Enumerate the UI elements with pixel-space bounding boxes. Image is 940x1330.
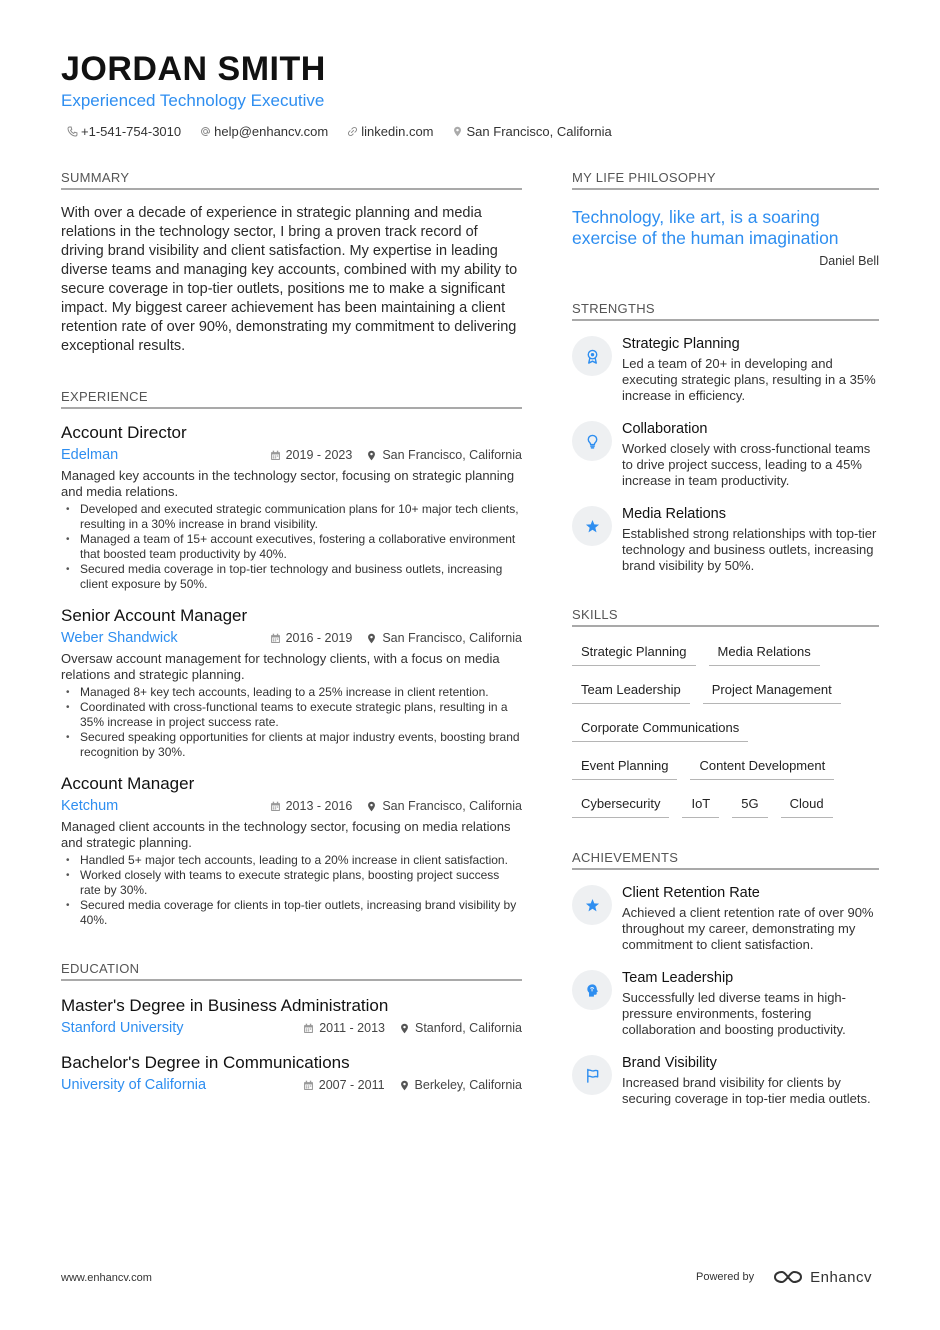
job-location-text: San Francisco, California bbox=[382, 799, 522, 813]
skills-list bbox=[572, 642, 879, 832]
achievement-title: Team Leadership bbox=[622, 970, 734, 986]
education-meta-right bbox=[289, 1021, 522, 1035]
job-meta-right bbox=[256, 799, 522, 813]
job-title: Account Manager bbox=[61, 774, 195, 793]
summary-heading: SUMMARY bbox=[61, 170, 522, 190]
skill-tag: Media Relations bbox=[709, 642, 820, 666]
skill-tag: Team Leadership bbox=[572, 680, 690, 704]
achievement-text bbox=[622, 884, 879, 953]
powered-by-label: Powered by bbox=[696, 1271, 755, 1283]
job-bullets bbox=[61, 685, 522, 760]
degree-title: Bachelor's Degree in Communications bbox=[61, 1053, 350, 1072]
school-name: University of California bbox=[61, 1077, 207, 1093]
calendar-icon bbox=[270, 633, 281, 644]
phone-icon bbox=[66, 125, 78, 139]
job-bullet: • Secured media coverage for clients in top-tier outlets, increasing brand visibility by 40%. bbox=[61, 898, 522, 928]
job-meta bbox=[61, 447, 522, 463]
job-location bbox=[366, 799, 522, 813]
philosophy-section bbox=[572, 170, 879, 268]
experience-section bbox=[61, 389, 522, 928]
star-icon bbox=[572, 506, 612, 546]
contact-email-text: help@enhancv.com bbox=[214, 124, 329, 139]
skill-tag: Project Management bbox=[703, 680, 841, 704]
job-entry bbox=[61, 422, 522, 592]
at-icon bbox=[199, 125, 211, 139]
calendar-icon bbox=[270, 450, 281, 461]
job-meta bbox=[61, 630, 522, 646]
strength-description: Worked closely with cross-functional teams to drive project success, leading to a 45% increase in team productivity. bbox=[622, 441, 871, 488]
job-bullet: • Worked closely with teams to execute strategic plans, boosting project success rate by 30%. bbox=[61, 868, 522, 898]
strength-item bbox=[572, 505, 879, 574]
achievement-text bbox=[622, 969, 879, 1038]
summary-text: With over a decade of experience in strategic planning and media relations in the technology sector, I bring a proven track record of driving brand visibility and client satisfaction. My expertise in leading diverse teams and managing key accounts, combined with my ability to secure coverage in top-tier outlets, positions me to make a significant impact. My biggest career achievement has been maintaining a client retention rate of over 90%, demonstrating my commitment to delivering exceptional results. bbox=[61, 205, 518, 354]
achievement-item bbox=[572, 884, 879, 953]
job-description: Oversaw account management for technology clients, with a focus on media relations and strategic planning. bbox=[61, 651, 500, 682]
left-column bbox=[61, 170, 522, 1093]
strengths-heading: STRENGTHS bbox=[572, 301, 879, 321]
calendar-icon bbox=[303, 1023, 314, 1034]
philosophy-quote: Technology, like art, is a soaring exercise of the human imagination bbox=[572, 207, 839, 248]
strength-description: Led a team of 20+ in developing and executing strategic plans, resulting in a 35% increase in efficiency. bbox=[622, 356, 876, 403]
location-pin-icon bbox=[399, 1080, 410, 1091]
quote-author: Daniel Bell bbox=[819, 254, 879, 268]
contact-phone-text: +1-541-754-3010 bbox=[81, 124, 182, 139]
education-location bbox=[399, 1021, 522, 1035]
experience-heading: EXPERIENCE bbox=[61, 389, 522, 409]
job-entry bbox=[61, 605, 522, 760]
skill-tag: 5G bbox=[732, 794, 767, 818]
achievement-title: Client Retention Rate bbox=[622, 885, 760, 901]
job-bullet: • Managed 8+ key tech accounts, leading to a 25% increase in client retention. bbox=[61, 685, 522, 700]
job-dates bbox=[270, 799, 353, 813]
skills-section bbox=[572, 607, 879, 832]
job-bullet: • Coordinated with cross-functional teams to execute strategic plans, resulting in a 35% increase in project success rate. bbox=[61, 700, 522, 730]
skill-tag: Cloud bbox=[781, 794, 833, 818]
strengths-section bbox=[572, 301, 879, 574]
education-dates-text: 2007 - 2011 bbox=[318, 1078, 385, 1092]
job-meta-right bbox=[256, 448, 522, 462]
contact-linkedin[interactable] bbox=[346, 124, 433, 139]
job-location bbox=[366, 631, 522, 645]
enhancv-logo-icon bbox=[772, 1268, 804, 1286]
strength-item bbox=[572, 335, 879, 404]
skill-tag: IoT bbox=[682, 794, 719, 818]
job-dates bbox=[270, 448, 353, 462]
location-pin-icon bbox=[366, 450, 377, 461]
flag-icon bbox=[572, 1055, 612, 1095]
summary-section bbox=[61, 170, 522, 356]
education-dates-text: 2011 - 2013 bbox=[319, 1021, 385, 1035]
achievement-item bbox=[572, 1054, 879, 1107]
footer-website[interactable]: www.enhancv.com bbox=[61, 1272, 152, 1284]
job-bullet: • Secured speaking opportunities for clients at major industry events, boosting brand recognition by 30%. bbox=[61, 730, 522, 760]
education-dates bbox=[303, 1021, 385, 1035]
company-name: Ketchum bbox=[61, 798, 119, 814]
achievement-title: Brand Visibility bbox=[622, 1055, 717, 1071]
award-icon bbox=[572, 336, 612, 376]
candidate-name: JORDAN SMITH bbox=[61, 50, 326, 88]
achievement-item bbox=[572, 969, 879, 1038]
education-meta bbox=[61, 1020, 522, 1036]
education-dates bbox=[303, 1078, 385, 1092]
job-bullets bbox=[61, 502, 522, 592]
calendar-icon bbox=[303, 1080, 314, 1091]
company-name: Weber Shandwick bbox=[61, 630, 178, 646]
footer-branding bbox=[696, 1268, 872, 1286]
contact-phone[interactable] bbox=[66, 124, 181, 139]
philosophy-heading: MY LIFE PHILOSOPHY bbox=[572, 170, 879, 190]
job-entry bbox=[61, 773, 522, 928]
education-location-text: Berkeley, California bbox=[414, 1078, 522, 1092]
education-location-text: Stanford, California bbox=[414, 1021, 522, 1035]
strength-title: Strategic Planning bbox=[622, 336, 740, 352]
skill-tag: Content Development bbox=[690, 756, 834, 780]
job-meta bbox=[61, 798, 522, 814]
calendar-icon bbox=[270, 801, 281, 812]
location-pin-icon bbox=[399, 1023, 410, 1034]
enhancv-logo-text: Enhancv bbox=[810, 1268, 872, 1286]
job-dates-text: 2013 - 2016 bbox=[285, 799, 353, 813]
degree-title: Master's Degree in Business Administration bbox=[61, 996, 389, 1015]
education-entry bbox=[61, 1052, 522, 1093]
strength-title: Media Relations bbox=[622, 506, 726, 522]
job-location bbox=[366, 448, 522, 462]
job-bullet: • Secured media coverage in top-tier technology and business outlets, increasing client exposure by 50%. bbox=[61, 562, 522, 592]
link-icon bbox=[346, 125, 358, 139]
skill-tag: Strategic Planning bbox=[572, 642, 696, 666]
contact-location-text: San Francisco, California bbox=[466, 124, 612, 139]
strength-description: Established strong relationships with top-tier technology and business outlets, increasing brand visibility by 50%. bbox=[622, 526, 877, 573]
job-dates-text: 2016 - 2019 bbox=[285, 631, 353, 645]
education-heading: EDUCATION bbox=[61, 961, 522, 981]
job-meta-right bbox=[256, 631, 522, 645]
job-bullet: • Handled 5+ major tech accounts, leading to a 20% increase in client satisfaction. bbox=[61, 853, 522, 868]
brain-icon bbox=[572, 970, 612, 1010]
achievement-description: Achieved a client retention rate of over 90% throughout my career, demonstrating my commitment to client satisfaction. bbox=[622, 905, 874, 952]
skill-tag: Corporate Communications bbox=[572, 718, 748, 742]
job-dates bbox=[270, 631, 353, 645]
star-icon bbox=[572, 885, 612, 925]
strength-text bbox=[622, 420, 879, 489]
contact-email[interactable] bbox=[199, 124, 328, 139]
candidate-title: Experienced Technology Executive bbox=[61, 91, 325, 110]
skill-tag: Cybersecurity bbox=[572, 794, 669, 818]
skill-tag: Event Planning bbox=[572, 756, 677, 780]
location-pin-icon bbox=[366, 801, 377, 812]
contact-bar bbox=[66, 124, 630, 139]
job-description: Managed client accounts in the technology sector, focusing on media relations and strategic planning. bbox=[61, 819, 511, 850]
strength-item bbox=[572, 420, 879, 489]
job-bullet: • Developed and executed strategic communication plans for 10+ major tech clients, resulting in a 30% increase in brand visibility. bbox=[61, 502, 522, 532]
job-bullet: • Managed a team of 15+ account executives, fostering a collaborative environment that boosted team productivity by 40%. bbox=[61, 532, 522, 562]
education-section bbox=[61, 961, 522, 1093]
achievement-text bbox=[622, 1054, 879, 1107]
job-location-text: San Francisco, California bbox=[382, 631, 522, 645]
skills-heading: SKILLS bbox=[572, 607, 879, 627]
job-bullets bbox=[61, 853, 522, 928]
school-name: Stanford University bbox=[61, 1020, 184, 1036]
lightbulb-icon bbox=[572, 421, 612, 461]
contact-location bbox=[452, 124, 612, 139]
location-pin-icon bbox=[452, 125, 464, 139]
job-title: Account Director bbox=[61, 423, 187, 442]
achievement-description: Increased brand visibility for clients by securing coverage in top-tier media outlets. bbox=[622, 1075, 871, 1106]
achievements-section bbox=[572, 850, 879, 1107]
right-column bbox=[572, 170, 879, 1107]
strength-text bbox=[622, 335, 879, 404]
company-name: Edelman bbox=[61, 447, 119, 463]
education-entry bbox=[61, 995, 522, 1036]
job-description: Managed key accounts in the technology sector, focusing on strategic planning and media relations. bbox=[61, 468, 515, 499]
achievements-heading: ACHIEVEMENTS bbox=[572, 850, 879, 870]
job-dates-text: 2019 - 2023 bbox=[285, 448, 353, 462]
location-pin-icon bbox=[366, 633, 377, 644]
job-location-text: San Francisco, California bbox=[382, 448, 522, 462]
enhancv-logo[interactable] bbox=[772, 1268, 872, 1286]
contact-linkedin-text: linkedin.com bbox=[361, 124, 434, 139]
education-location bbox=[399, 1078, 522, 1092]
strength-title: Collaboration bbox=[622, 421, 708, 437]
education-meta-right bbox=[289, 1078, 522, 1092]
education-meta bbox=[61, 1077, 522, 1093]
achievement-description: Successfully led diverse teams in high-pressure environments, fostering collaboration and boosting productivity. bbox=[622, 990, 846, 1037]
strength-text bbox=[622, 505, 879, 574]
job-title: Senior Account Manager bbox=[61, 606, 248, 625]
